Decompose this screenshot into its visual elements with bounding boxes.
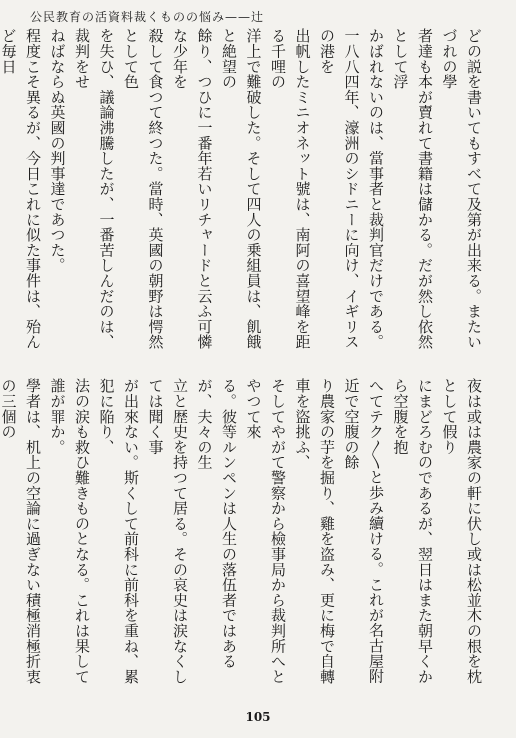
- running-header: [30, 4, 486, 24]
- text-line: かばれないのは、當事者と裁判官だけである。: [367, 28, 385, 350]
- text-line: にまどろむのであるが、翌日はまた朝早くから空腹を抱: [391, 378, 434, 684]
- text-line: どの説を書いてもすべて及第が出来る。またいづれの學: [440, 28, 483, 350]
- text-line: 殺して食つて終つた。當時、英國の朝野は愕然として色: [122, 28, 165, 350]
- page-number: 105: [245, 710, 271, 724]
- text-line: そしてやがて警察から檢事局から裁判所へとやつて來: [244, 378, 287, 684]
- text-line: り農家の芋を掘り、雞を盗み、更に梅で自轉車を盜挑ふ、: [293, 378, 336, 684]
- text-line: 學者は、机上の空論に過ぎない積極消極折衷の三個の: [0, 378, 42, 684]
- text-line: 一八八四年、濠洲のシドニーに向け、イギリスの港を: [318, 28, 361, 350]
- text-line: 者達も本が賣れて書籍は儲かる。だが然し依然として浮: [391, 28, 434, 350]
- text-line: 立と歴史を持つて居る。その哀史は涙なくしては聞く事: [146, 378, 189, 684]
- text-line: 餘り、つひに一番年若いリチャードと云ふ可憐な少年を: [171, 28, 214, 350]
- bottom-text-column: [0, 378, 486, 686]
- text-line: 法の涙も救ひ難きものとなる。これは果して誰が罪か。: [48, 378, 91, 684]
- text-line: ねばならぬ英國の判事達であつた。: [48, 28, 67, 273]
- top-text-column: [0, 28, 486, 364]
- text-line: 洋上で難破した。そして四人の乗組員は、飢餓と絶望の: [220, 28, 263, 350]
- text-line: 出帆したミニオネット號は、南阿の喜望峰を距る千哩の: [269, 28, 312, 350]
- running-title: 公民教育の活資料裁くものの悩み——辻: [30, 10, 265, 24]
- text-line: 夜は或は農家の軒に伏し或は松並木の根を枕として假り: [440, 378, 483, 684]
- text-line: を失ひ、議論沸騰したが、一番苦しんだのは、裁判をせ: [73, 28, 116, 350]
- text-line: る。彼等ルンペンは人生の落伍者ではあるが、夫々の生: [195, 378, 238, 669]
- text-line: へてテク〳〵と歩み續ける。これが名古屋附近で空腹の餘: [342, 378, 385, 684]
- text-line: 程度こそ異るが、今日これに似た事件は、殆んど毎日: [0, 28, 42, 350]
- text-line: が出來ない。斯くして前科に前科を重ね、累犯に陥り、: [97, 378, 140, 684]
